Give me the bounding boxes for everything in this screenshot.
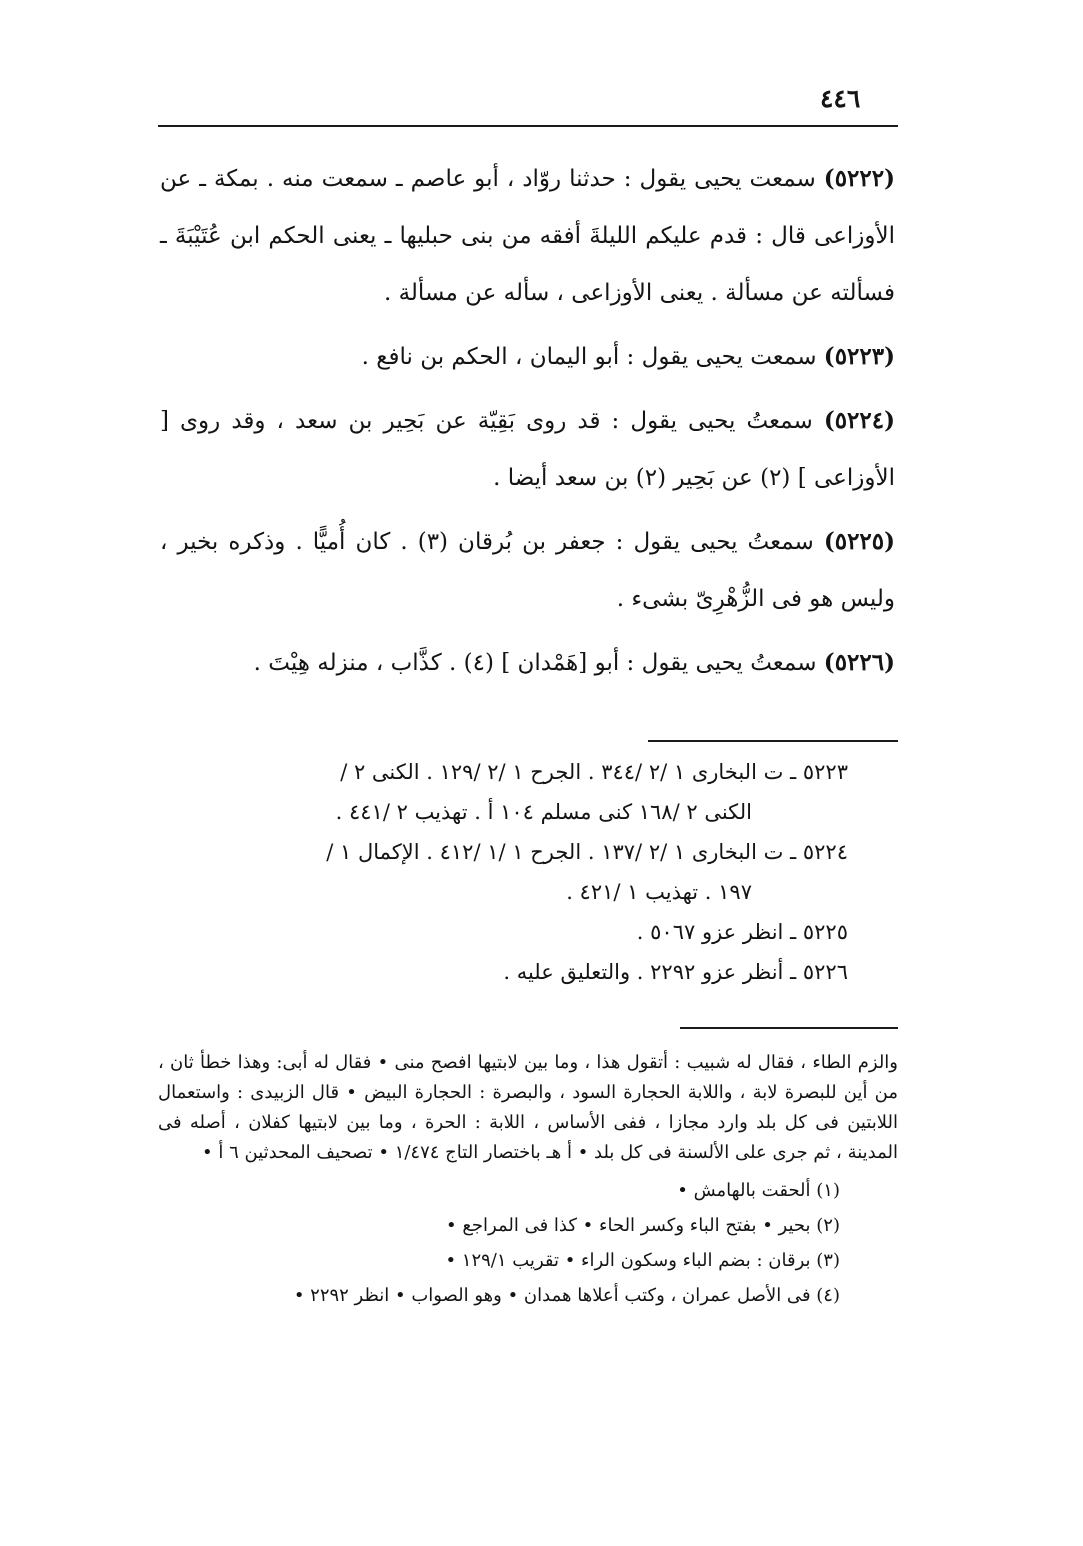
- entry-text: سمعتُ يحيى يقول : جعفر بن بُرقان (٣) . كان أُميًّا . وذكره بخير ، وليس هو فى الزُّهْرِىّ بشىء .: [160, 529, 895, 612]
- references-block: [158, 752, 848, 992]
- footnote-1: (١) ألحقت بالهامش •: [677, 1180, 840, 1201]
- footnote-3: (٣) برقان : بضم الباء وسكون الراء • تقريب ١٢٩/١ •: [445, 1250, 840, 1271]
- entry-number: (٥٢٢٤): [823, 407, 896, 434]
- footnote-4: (٤) فى الأصل عمران ، وكتب أعلاها همدان • وهو الصواب • انظر ٢٢٩٢ •: [293, 1285, 840, 1306]
- page-number: ٤٤٦: [820, 84, 861, 113]
- entry-text: سمعت يحيى يقول : حدثنا روّاد ، أبو عاصم ـ سمعت منه . بمكة ـ عن الأوزاعى قال : قدم عليكم الليلةَ أفقه من بنى حبليها ـ يعنى الحكم ابن عُتَيْبَةَ ـ فسألته عن مسألة . يعنى الأوزاعى ، سأله عن مسألة .: [160, 166, 895, 306]
- footnote-continuation: والزم الطاء ، فقال له شبيب : أتقول هذا ، وما بين لابتيها افصح منى • فقال له أبى: وهذا خطأ ثان ، من أين للبصرة لابة ، واللابة الحجارة السود ، والبصرة : الحجارة البيض • قال الزبيدى : واستعمال اللابتين فى كل بلد وارد مجازا ، ففى الأساس ، اللابة : الحرة ، وما بين لابتيها كفلان ، أصله فى المدينة ، ثم جرى على الألسنة فى كل بلد • أ هـ باختصار التاج ١/٤٧٤ • تصحيف المحدثين ٦ أ •: [158, 1052, 898, 1163]
- entry-5226: [160, 634, 895, 692]
- reference-line: ٥٢٢٤ ـ ت البخارى ١ /٢ /١٣٧ . الجرح ١ /١ /٤١٢ . الإكمال ١ /: [326, 840, 848, 864]
- header-rule: [158, 125, 898, 127]
- entry-number: (٥٢٢٢): [823, 165, 895, 192]
- entry-5225: [160, 513, 895, 628]
- entry-5222: [160, 150, 895, 322]
- footnotes-rule: [680, 1027, 898, 1029]
- entry-5224: [160, 392, 895, 507]
- entry-5223: [160, 328, 895, 386]
- entry-number: (٥٢٢٥): [823, 528, 896, 555]
- main-text: [160, 150, 895, 698]
- entry-text: سمعتُ يحيى يقول : أبو [هَمْدان ] (٤) . كذَّاب ، منزله هِيْتَ .: [253, 650, 817, 676]
- entry-number: (٥٢٢٣): [823, 343, 895, 370]
- reference-line: الكنى ٢ /١٦٨ كنى مسلم ١٠٤ أ . تهذيب ٢ /٤٤١ .: [335, 800, 752, 824]
- reference-line: ٥٢٢٦ ـ أنظر عزو ٢٢٩٢ . والتعليق عليه .: [503, 960, 848, 984]
- reference-line: ٥٢٢٥ ـ انظر عزو ٥٠٦٧ .: [636, 920, 848, 944]
- references-rule: [648, 740, 898, 742]
- entry-number: (٥٢٢٦): [823, 649, 895, 676]
- entry-text: سمعت يحيى يقول : أبو اليمان ، الحكم بن نافع .: [361, 344, 817, 370]
- reference-line: ٥٢٢٣ ـ ت البخارى ١ /٢ /٣٤٤ . الجرح ١ /٢ /١٢٩ . الكنى ٢ /: [340, 760, 848, 784]
- reference-line: ١٩٧ . تهذيب ١ /٤٢١ .: [566, 880, 752, 904]
- entry-text: سمعتُ يحيى يقول : قد روى بَقِيّة عن بَحِير بن سعد ، وقد روى [ الأوزاعى ] (٢) عن بَحِير (٢) بن سعد أيضا .: [160, 408, 895, 491]
- footnote-2: (٢) بحير • بفتح الباء وكسر الحاء • كذا فى المراجع •: [446, 1215, 840, 1236]
- footnotes-block: [158, 1048, 898, 1313]
